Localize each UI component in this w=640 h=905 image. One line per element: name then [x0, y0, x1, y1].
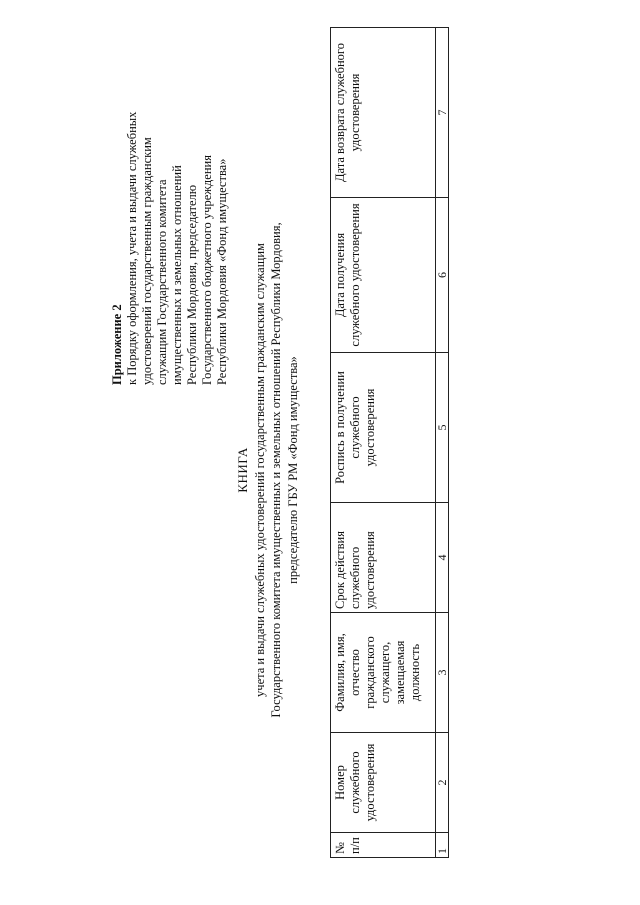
book-subtitle-line: Государственного комитета имущественных и земельных отношений Республики Мордовия, — [269, 222, 283, 718]
column-number: 4 — [436, 503, 449, 613]
appendix-heading: Приложение 2 — [110, 304, 124, 385]
table-numbering-row — [436, 28, 449, 858]
column-number: 5 — [436, 353, 449, 503]
document-page — [40, 25, 600, 870]
book-subtitle-line: председателю ГБУ РМ «Фонд имущества» — [285, 356, 300, 584]
table-header-row — [331, 28, 436, 858]
appendix-line: к Порядку оформления, учета и выдачи служебных — [125, 111, 139, 385]
appendix-line: имущественных и земельных отношений — [170, 165, 184, 385]
book-title: КНИГА — [235, 447, 250, 493]
column-number: 7 — [436, 28, 449, 198]
column-number: 1 — [436, 833, 449, 858]
column-number: 6 — [436, 198, 449, 353]
column-number: 2 — [436, 733, 449, 833]
column-header-number: № п/п — [331, 833, 436, 858]
column-header-validity: Срок действия служебного удостоверения — [331, 503, 436, 613]
column-header-signature: Роспись в получении служебного удостоверения — [331, 353, 436, 503]
appendix-block — [110, 65, 230, 385]
column-number: 3 — [436, 613, 449, 733]
appendix-line: удостоверений государственным гражданским — [140, 137, 154, 385]
appendix-line: Республики Мордовия «Фонд имущества» — [215, 158, 229, 385]
book-subtitle-line: учета и выдачи служебных удостоверений государственным гражданским служащим — [252, 243, 267, 697]
column-header-certificate-number: Номер служебного удостоверения — [331, 733, 436, 833]
column-header-receipt-date: Дата получения служебного удостоверения — [331, 198, 436, 353]
column-header-full-name: Фамилия, имя, отчество гражданского служащего, замещаемая должность — [331, 613, 436, 733]
registry-table — [330, 27, 449, 858]
appendix-line: служащим Государственного комитета — [155, 179, 169, 385]
appendix-line: Государственного бюджетного учреждения — [200, 155, 214, 385]
column-header-return-date: Дата возврата служебного удостоверения — [331, 28, 436, 198]
book-title-block — [235, 220, 301, 720]
appendix-line: Республики Мордовия, председателю — [185, 184, 199, 385]
